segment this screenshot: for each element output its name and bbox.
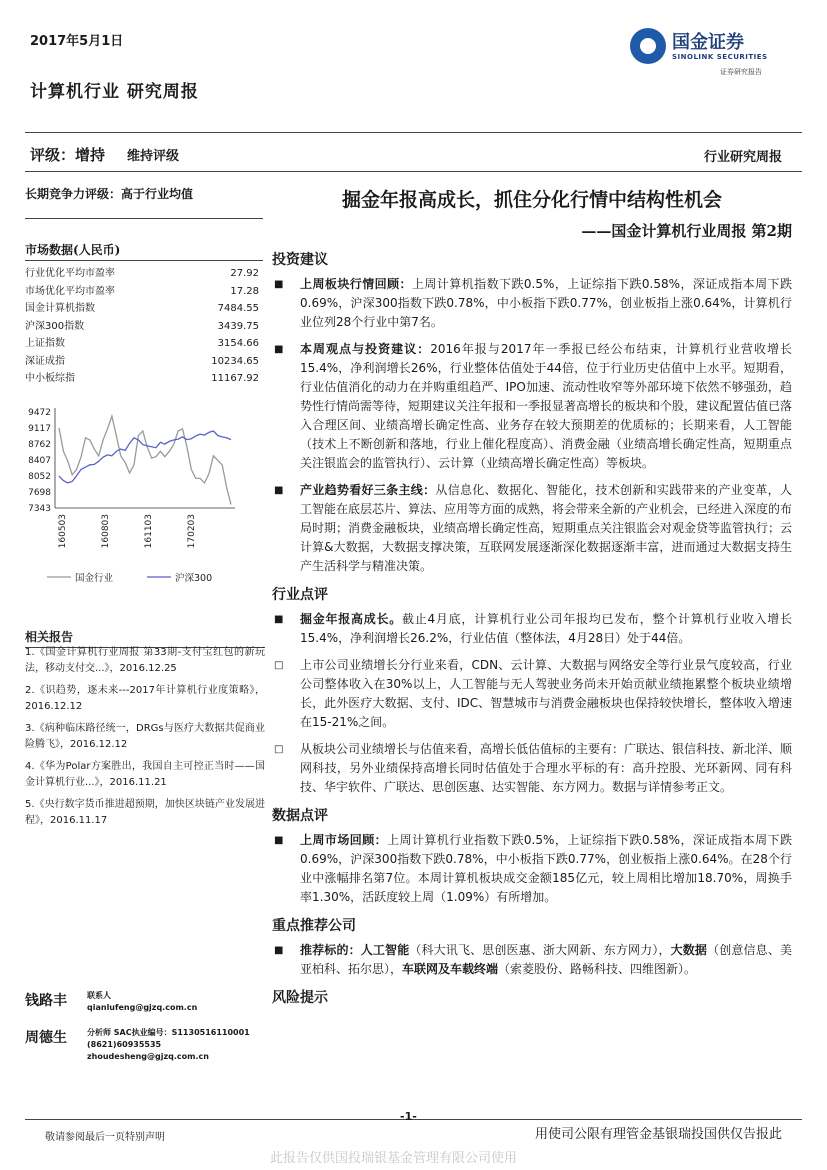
rating-label: 评级：增持 bbox=[30, 146, 106, 164]
market-data-table bbox=[25, 265, 259, 388]
market-row bbox=[25, 318, 259, 336]
market-label: 沪深300指数 bbox=[25, 320, 85, 332]
market-row bbox=[25, 300, 259, 318]
footer-disclaimer: 敬请参阅最后一页特别声明 bbox=[45, 1132, 165, 1143]
y-tick-label: 7343 bbox=[28, 504, 51, 514]
related-report-item[interactable]: 4.《华为Polar方案胜出，我国自主可控正当时——国金计算机行业...》，2016.11.21 bbox=[25, 761, 265, 788]
analyst-email[interactable]: qianlufeng@gjzq.com.cn bbox=[87, 1003, 198, 1012]
analyst-1 bbox=[25, 990, 265, 1014]
index-chart bbox=[25, 400, 265, 590]
bullet-item bbox=[272, 275, 792, 332]
bullet-item bbox=[272, 610, 792, 648]
market-label: 行业优化平均市盈率 bbox=[25, 268, 115, 279]
related-report-item[interactable]: 1.《国金计算机行业周报 第33期-支付宝红包的新玩法，移动支付交...》，2016.12.25 bbox=[25, 647, 265, 674]
analyst-role: 分析师 SAC执业编号：S1130516110001 bbox=[87, 1028, 250, 1037]
section-title: 行业点评 bbox=[272, 587, 328, 603]
bullet-item bbox=[272, 656, 792, 732]
analyst-name: 周德生 bbox=[25, 1030, 67, 1046]
market-value: 17.28 bbox=[230, 285, 259, 297]
bullet-item bbox=[272, 481, 792, 576]
bullet-text: 从信息化、数据化、智能化，技术创新和实践带来的产业变革，人工智能在底层芯片、算法、应用等方面的成熟，将会带来全新的产业机会，已经进入深度的布局时期；消费金融板块，业绩高增长确定性高，短期重点关注银监会对观金贷等监管执行；云计算&大数据，大数据支撑决策，互联网发展逐渐深化数据逐渐丰富，进而通过大数据支持生产生活科学与精准决策。 bbox=[300, 483, 793, 573]
analyst-phone: (8621)60935535 bbox=[87, 1040, 162, 1049]
x-tick-label: 170203 bbox=[187, 514, 197, 549]
industry-title: 计算机行业 研究周报 bbox=[30, 82, 199, 102]
bullet-text: 从板块公司业绩增长与估值来看，高增长低估值标的主要有：广联达、银信科技、新北洋、顺网科技，另外业绩保持高增长同时估值处于合理水平标的有：高升控股、光环新网、同有科技、华宇软件、广联达、思创医惠、达实智能、东方网力。数据与详情参考正文。 bbox=[300, 742, 793, 794]
bullet-text: （创意信息、美亚柏科、拓尔思）， bbox=[300, 943, 792, 976]
section-title: 风险提示 bbox=[272, 990, 328, 1006]
page-number: -1- bbox=[400, 1110, 417, 1123]
market-value: 3439.75 bbox=[217, 320, 259, 332]
y-tick-label: 8052 bbox=[28, 472, 51, 482]
market-label: 国金计算机指数 bbox=[25, 303, 95, 314]
related-report-item[interactable]: 2.《识趋势，逐未来---2017年计算机行业度策略》，2016.12.12 bbox=[25, 685, 265, 712]
bullet-text: 上市公司业绩增长分行业来看，CDN、云计算、大数据与网络安全等行业景气度较高，行业公司整体收入在30%以上，人工智能与无人驾驶业务尚未开始贡献业绩拖累整个板块业绩增长，此外医疗大数据、支付、IDC、智慧城市与消费金融板块也保持较快增长，整体收入增速在15-21%之间。 bbox=[300, 658, 792, 729]
bullet-lead: 车联网及车载终端 bbox=[402, 962, 499, 976]
rating bbox=[30, 144, 179, 165]
analyst-email[interactable]: zhoudesheng@gjzq.com.cn bbox=[87, 1052, 209, 1061]
bullet-lead: 掘金年报高成长。 bbox=[300, 612, 402, 626]
logo-en: SINOLINK SECURITIES bbox=[672, 53, 768, 61]
logo-name: 国金证券 bbox=[672, 32, 744, 53]
rating-note: 维持评级 bbox=[127, 149, 180, 164]
market-label: 深证成指 bbox=[25, 355, 65, 367]
market-label: 上证指数 bbox=[25, 338, 65, 349]
market-row bbox=[25, 370, 259, 388]
bullet-item bbox=[272, 740, 792, 797]
bullet-text: 上周计算机行业指数下跌0.5%，上证综指下跌0.58%，深证成指本周下跌0.69%，沪深300指数下跌0.78%，中小板指下跌0.77%，创业板指上涨0.64%。在28个行业中涨幅排名第7位。本周计算机板块成交金额185亿元，较上周相比增加18.70%，周换手率1.30%，活跃度较上周（1.09%）有所增加。 bbox=[300, 833, 792, 904]
related-report-item[interactable]: 3.《病种临床路径统一，DRGs与医疗大数据共促商业险腾飞》，2016.12.12 bbox=[25, 723, 265, 750]
bullet-lead: 上周市场回顾： bbox=[300, 833, 388, 847]
bullet-lead: 本周观点与投资建议： bbox=[300, 342, 431, 356]
bullet-text: （索菱股份、路畅科技、四维图新）。 bbox=[498, 962, 697, 976]
divider bbox=[25, 171, 802, 172]
report-type: 行业研究周报 bbox=[703, 150, 782, 165]
market-value: 3154.66 bbox=[217, 338, 259, 349]
report-subtitle: ——国金计算机行业周报 第2期 bbox=[581, 222, 792, 240]
section-title: 重点推荐公司 bbox=[272, 918, 356, 934]
bullet-lead: 推荐标的：人工智能 bbox=[300, 943, 410, 957]
section-title: 投资建议 bbox=[272, 252, 328, 268]
long-term-rating: 长期竞争力评级：高于行业均值 bbox=[25, 185, 263, 219]
bullet-item bbox=[272, 941, 792, 979]
market-data-title: 市场数据(人民币) bbox=[25, 241, 263, 261]
bullet-text: （科大讯飞、思创医惠、浙大网新、东方网力）， bbox=[409, 943, 671, 957]
sidebar bbox=[25, 185, 263, 388]
bullet-text: 上周计算机指数下跌0.5%，上证综指下跌0.58%，深证成指本周下跌0.69%，沪深300指数下跌0.78%，中小板指下跌0.77%，创业板指上涨0.64%，计算机行业位列28个行业中第7名。 bbox=[300, 277, 792, 329]
analyst-info bbox=[87, 990, 197, 1014]
series-line-0 bbox=[59, 416, 231, 504]
logo-icon bbox=[630, 28, 666, 64]
section-title: 数据点评 bbox=[272, 808, 328, 824]
market-value: 7484.55 bbox=[217, 303, 259, 314]
y-tick-label: 9472 bbox=[28, 408, 51, 418]
report-title: 掘金年报高成长，抓住分化行情中结构性机会 bbox=[341, 189, 722, 211]
related-reports-title: 相关报告 bbox=[25, 628, 265, 648]
related-report-item[interactable]: 5.《央行数字货币推进超预期，加快区块链产业发展进程》，2016.11.17 bbox=[25, 799, 265, 826]
company-logo bbox=[630, 26, 795, 81]
legend-label: 国金行业 bbox=[75, 573, 114, 584]
logo-sub: 证券研究报告 bbox=[720, 68, 762, 76]
divider bbox=[25, 132, 802, 133]
bullet-lead: 上周板块行情回顾： bbox=[300, 277, 412, 291]
market-value: 11167.92 bbox=[211, 373, 259, 384]
report-date: 2017年5月1日 bbox=[30, 34, 124, 49]
y-tick-label: 9117 bbox=[28, 424, 51, 434]
watermark: 此报告仅供国投瑞银基金管理有限公司使用 bbox=[270, 1151, 518, 1166]
bullet-item bbox=[272, 831, 792, 907]
bullet-item bbox=[272, 340, 792, 473]
bullet-lead: 产业趋势看好三条主线： bbox=[300, 483, 436, 497]
x-tick-label: 160503 bbox=[58, 514, 68, 549]
analyst-info bbox=[87, 1027, 250, 1063]
market-label: 中小板综指 bbox=[25, 373, 75, 384]
bullet-text: 截止4月底，计算机行业公司年报均已发布，整个计算机行业收入增长15.4%，净利润增长26.2%，行业估值（整体法，4月28日）处于44倍。 bbox=[300, 612, 792, 645]
analyst-role: 联系人 bbox=[87, 991, 111, 1000]
market-row bbox=[25, 353, 259, 371]
legend-label: 沪深300 bbox=[175, 573, 213, 584]
market-label: 市场优化平均市盈率 bbox=[25, 285, 115, 297]
market-value: 27.92 bbox=[230, 268, 259, 279]
analyst-2 bbox=[25, 1027, 265, 1063]
y-tick-label: 8762 bbox=[28, 440, 51, 450]
bullet-lead: 大数据 bbox=[670, 943, 708, 957]
market-value: 10234.65 bbox=[211, 355, 259, 367]
y-tick-label: 8407 bbox=[28, 456, 51, 466]
market-row bbox=[25, 335, 259, 353]
market-row bbox=[25, 265, 259, 283]
x-tick-label: 161103 bbox=[144, 514, 154, 549]
bullet-text: 2016年报与2017年一季报已经公布结束，计算机行业营收增长15.4%，净利润增长26%，行业整体估值处于44倍，位于行业历史估值中上水平。短期看，行业估值消化的动力在并购重组趋严、IPO加速、流动性收窄等外部环境下依然不够强劲，趋势性行情尚需等待，短期建议关注年报和一季报显著高增长的板块和个股，建议配置估值已落入合理区间、业绩高增长确定性高、业务存在较大预期差的优质标的；长期来看，人工智能（技术上不断创新和落地，行业上催化程度高）、消费金融（业绩高增长确定性高，短期重点关注银监会的监管执行）、云计算（业绩高增长确定性高）等板块。 bbox=[300, 342, 793, 470]
main-content bbox=[272, 185, 792, 1013]
y-tick-label: 7698 bbox=[28, 488, 51, 498]
footer-right-text: 用使司公限有理管金基银瑞投国供仅告报此 bbox=[534, 1127, 782, 1142]
analyst-name: 钱路丰 bbox=[25, 993, 67, 1009]
market-row bbox=[25, 283, 259, 301]
related-reports-list bbox=[25, 645, 265, 835]
x-tick-label: 160803 bbox=[101, 514, 111, 549]
